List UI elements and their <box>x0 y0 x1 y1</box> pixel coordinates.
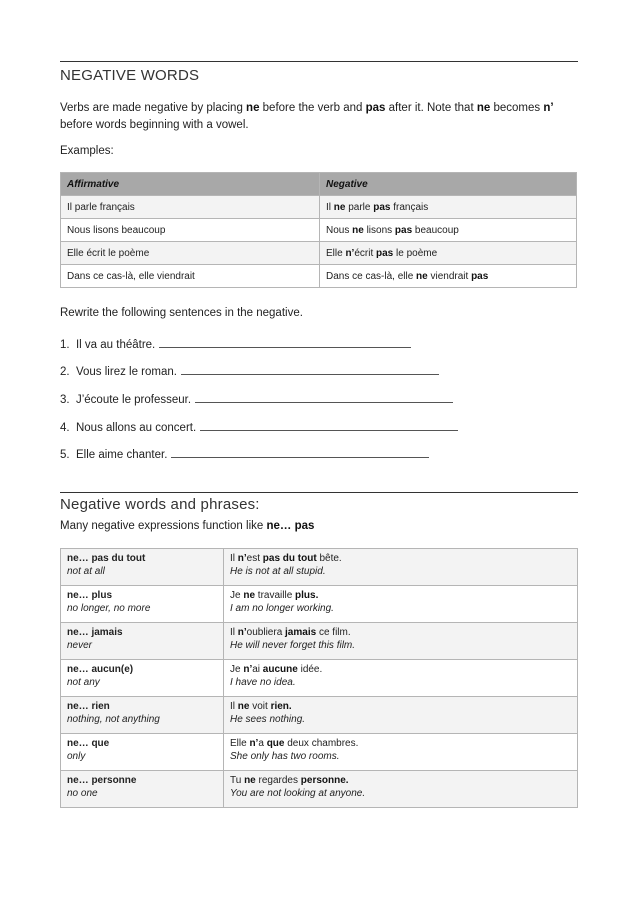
affirmative-cell: Il parle français <box>61 196 320 219</box>
example-text: Il <box>230 701 238 712</box>
negative-cell <box>320 242 577 265</box>
negative-text: beaucoup <box>412 224 459 236</box>
example-sentence <box>230 774 571 787</box>
negative-words-table <box>60 548 578 808</box>
section2-intro-text-bold: ne… pas <box>266 520 315 532</box>
negative-text-bold: pas <box>376 247 394 259</box>
affirmative-cell: Nous lisons beaucoup <box>61 219 320 242</box>
section-divider <box>60 492 578 493</box>
example-text: ai <box>252 664 263 675</box>
example-sentence <box>230 700 571 713</box>
example-translation: I am no longer working. <box>230 603 334 614</box>
example-text-bold: personne. <box>300 775 349 786</box>
table-row <box>61 623 578 660</box>
example-translation: He is not at all stupid. <box>230 566 326 577</box>
negative-text-bold: ne <box>416 270 428 282</box>
example-cell <box>224 586 578 623</box>
example-cell <box>224 697 578 734</box>
example-cell <box>224 549 578 586</box>
intro-text: Verbs are made negative by placing <box>60 102 247 114</box>
negative-text-bold: pas <box>394 224 413 236</box>
example-sentence <box>230 663 571 676</box>
example-cell <box>224 734 578 771</box>
example-translation: I have no idea. <box>230 677 296 688</box>
exercise-sentence: Elle aime chanter. <box>75 449 168 461</box>
exercise-sentence: Il va au théâtre. <box>75 339 156 351</box>
intro-text: after it. Note that <box>385 102 477 114</box>
expression-cell <box>61 697 224 734</box>
exercise-sentence: Vous lirez le roman. <box>75 366 177 378</box>
intro-text-bold: n’ <box>543 102 554 114</box>
table-row <box>61 219 577 242</box>
table-row <box>61 242 577 265</box>
section2-intro <box>60 518 580 535</box>
example-text: ce film. <box>316 627 351 638</box>
example-cell <box>224 660 578 697</box>
negative-text: Dans ce cas-là, elle <box>326 270 417 282</box>
expression-meaning: only <box>67 751 86 762</box>
exercise-item <box>60 337 411 351</box>
exercise-sentence: Nous allons au concert. <box>75 422 197 434</box>
negative-text: Nous <box>326 224 353 236</box>
example-cell <box>224 623 578 660</box>
example-text: bête. <box>316 553 342 564</box>
example-text: regardes <box>255 775 301 786</box>
table-header-row <box>61 173 577 196</box>
answer-blank[interactable] <box>181 364 439 375</box>
answer-blank[interactable] <box>171 447 429 458</box>
answer-blank[interactable] <box>195 392 453 403</box>
intro-text: before the verb and <box>259 102 366 114</box>
example-text-bold: n’ <box>243 664 253 675</box>
exercise-number: 4. <box>60 422 76 434</box>
expression-meaning: nothing, not anything <box>67 714 160 725</box>
example-text-bold: rien. <box>270 701 292 712</box>
example-sentence <box>230 626 571 639</box>
examples-label: Examples: <box>60 145 114 157</box>
intro-text-bold: pas <box>365 102 386 114</box>
exercise-number: 3. <box>60 394 76 406</box>
intro-paragraph <box>60 100 580 134</box>
example-translation: She only has two rooms. <box>230 751 340 762</box>
expression-text: ne… personne <box>67 775 137 786</box>
table-row <box>61 660 578 697</box>
section-title-negative-words: NEGATIVE WORDS <box>60 67 200 84</box>
example-text-bold: n’ <box>237 627 247 638</box>
section-divider <box>60 61 578 62</box>
example-text-bold: jamais <box>285 627 317 638</box>
negative-text: le poème <box>393 247 438 259</box>
expression-text: ne… plus <box>67 590 113 601</box>
negative-cell <box>320 265 577 288</box>
example-sentence <box>230 589 571 602</box>
example-text: Il <box>230 627 238 638</box>
intro-text-bold: ne <box>476 102 491 114</box>
negative-text-bold: ne <box>352 224 364 236</box>
table-row <box>61 549 578 586</box>
exercise-item <box>60 364 439 378</box>
expression-cell <box>61 771 224 808</box>
negative-text: parle <box>345 201 374 213</box>
negative-text-bold: pas <box>471 270 489 282</box>
example-text-bold: aucune <box>262 664 298 675</box>
expression-meaning: no longer, no more <box>67 603 151 614</box>
example-text-bold: plus. <box>295 590 319 601</box>
negative-text: viendrait <box>427 270 472 282</box>
intro-text-bold: ne <box>246 102 260 114</box>
examples-table <box>60 172 577 288</box>
negative-text: lisons <box>363 224 395 236</box>
expression-meaning: not any <box>67 677 100 688</box>
exercise-instruction: Rewrite the following sentences in the negative. <box>60 307 303 319</box>
expression-text: ne… aucun(e) <box>67 664 134 675</box>
negative-text: Elle <box>326 247 346 259</box>
intro-text: becomes <box>490 102 544 114</box>
example-text-bold: n’ <box>249 738 259 749</box>
example-text: voit <box>249 701 271 712</box>
expression-meaning: never <box>67 640 93 651</box>
expression-cell <box>61 586 224 623</box>
exercise-item <box>60 420 458 434</box>
example-translation: He sees nothing. <box>230 714 306 725</box>
header-negative: Negative <box>320 173 577 196</box>
answer-blank[interactable] <box>159 337 411 348</box>
affirmative-cell: Dans ce cas-là, elle viendrait <box>61 265 320 288</box>
exercise-sentence: J’écoute le professeur. <box>75 394 192 406</box>
example-text: Je <box>230 664 244 675</box>
example-cell <box>224 771 578 808</box>
negative-text: Il <box>326 201 334 213</box>
expression-text: ne… rien <box>67 701 110 712</box>
example-text-bold: ne <box>243 590 256 601</box>
section2-intro-text: Many negative expressions function like <box>60 520 267 532</box>
negative-cell <box>320 219 577 242</box>
expression-text: ne… pas du tout <box>67 553 146 564</box>
example-text: est <box>246 553 263 564</box>
example-text: Elle <box>230 738 250 749</box>
negative-text: écrit <box>354 247 377 259</box>
exercise-item <box>60 447 429 461</box>
negative-text-bold: ne <box>333 201 346 213</box>
example-text-bold: ne <box>237 701 250 712</box>
expression-text: ne… jamais <box>67 627 123 638</box>
example-text: deux chambres. <box>284 738 359 749</box>
example-text: Je <box>230 590 244 601</box>
example-text: Tu <box>230 775 245 786</box>
expression-meaning: no one <box>67 788 98 799</box>
negative-text-bold: pas <box>373 201 391 213</box>
example-sentence <box>230 552 571 565</box>
expression-cell <box>61 734 224 771</box>
example-translation: He will never forget this film. <box>230 640 356 651</box>
answer-blank[interactable] <box>200 420 458 431</box>
table-row <box>61 196 577 219</box>
expression-meaning: not at all <box>67 566 105 577</box>
exercise-number: 2. <box>60 366 76 378</box>
example-text-bold: que <box>266 738 285 749</box>
exercise-number: 1. <box>60 339 76 351</box>
example-text: a <box>258 738 267 749</box>
example-text: idée. <box>297 664 323 675</box>
example-text: travaille <box>255 590 296 601</box>
expression-cell <box>61 660 224 697</box>
negative-text: français <box>390 201 429 213</box>
header-affirmative: Affirmative <box>61 173 320 196</box>
exercise-item <box>60 392 453 406</box>
example-text: oubliera <box>246 627 286 638</box>
negative-cell <box>320 196 577 219</box>
expression-cell <box>61 623 224 660</box>
table-row <box>61 771 578 808</box>
example-text-bold: n’ <box>237 553 247 564</box>
intro-text: before words beginning with a vowel. <box>60 119 249 131</box>
example-text: Il <box>230 553 238 564</box>
example-translation: You are not looking at anyone. <box>230 788 366 799</box>
example-text-bold: pas du tout <box>262 553 317 564</box>
example-sentence <box>230 737 571 750</box>
expression-text: ne… que <box>67 738 110 749</box>
section-title-negative-phrases: Negative words and phrases: <box>60 496 260 513</box>
table-row <box>61 265 577 288</box>
exercise-number: 5. <box>60 449 76 461</box>
expression-cell <box>61 549 224 586</box>
table-row <box>61 586 578 623</box>
table-row <box>61 697 578 734</box>
table-row <box>61 734 578 771</box>
negative-text-bold: n’ <box>345 247 355 259</box>
example-text-bold: ne <box>244 775 256 786</box>
affirmative-cell: Elle écrit le poème <box>61 242 320 265</box>
